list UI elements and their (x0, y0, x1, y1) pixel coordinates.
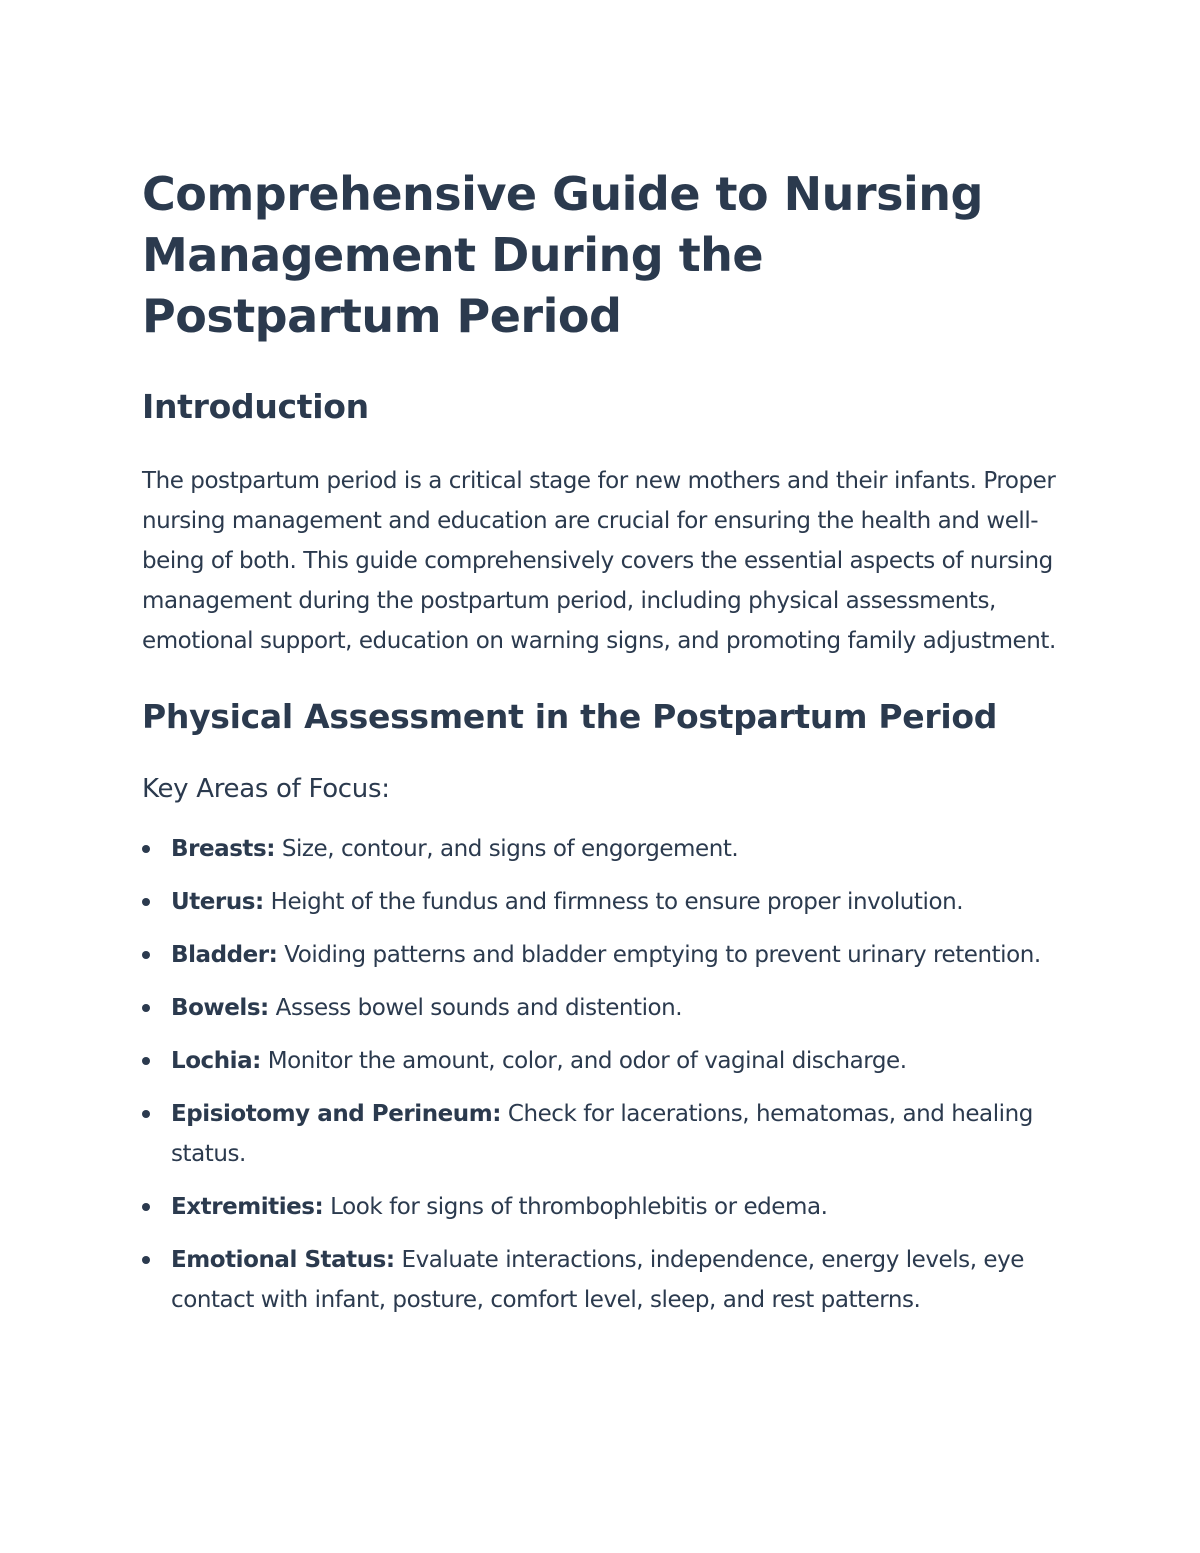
list-item (142, 1240, 1072, 1320)
item-description: Height of the fundus and firmness to ensure proper involution. (263, 889, 964, 915)
document-page (142, 164, 1072, 1333)
item-term: Extremities: (171, 1194, 324, 1220)
item-description: Evaluate interactions, independence, energy levels, eye contact with infant, posture, comfort level, sleep, and rest patterns. (171, 1247, 1024, 1313)
bullet-icon (142, 1004, 150, 1012)
bullet-icon (142, 1203, 150, 1211)
list-item (142, 1187, 1072, 1227)
list-item (142, 1094, 1072, 1174)
item-term: Episiotomy and Perineum: (171, 1101, 501, 1127)
bullet-icon (142, 951, 150, 959)
key-areas-subheading: Key Areas of Focus: (142, 774, 390, 804)
list-item (142, 882, 1072, 922)
list-item (142, 1041, 1072, 1081)
page-title: Comprehensive Guide to Nursing Management During the Postpartum Period (142, 167, 983, 343)
item-term: Breasts: (171, 836, 275, 862)
key-areas-list (142, 829, 1072, 1320)
item-description: Voiding patterns and bladder emptying to prevent urinary retention. (277, 942, 1041, 968)
bullet-icon (142, 1057, 150, 1065)
introduction-paragraph: The postpartum period is a critical stage for new mothers and their infants. Proper nursing management and education are crucial for ensuring the health and well-being of both. This guide comprehensively covers the essential aspects of nursing management during the postpartum period, including physical assessments, emotional support, education on warning signs, and promoting family adjustment. (142, 468, 1056, 654)
bullet-icon (142, 898, 150, 906)
item-description: Size, contour, and signs of engorgement. (274, 836, 739, 862)
item-term: Uterus: (171, 889, 264, 915)
list-item (142, 935, 1072, 975)
item-description: Check for lacerations, hematomas, and healing status. (171, 1101, 1033, 1167)
item-term: Emotional Status: (171, 1247, 395, 1273)
introduction-heading: Introduction (142, 387, 369, 426)
item-term: Bowels: (171, 995, 269, 1021)
bullet-icon (142, 1110, 150, 1118)
list-item (142, 829, 1072, 869)
bullet-icon (142, 845, 150, 853)
item-description: Assess bowel sounds and distention. (268, 995, 683, 1021)
item-description: Look for signs of thrombophlebitis or edema. (323, 1194, 828, 1220)
bullet-icon (142, 1256, 150, 1264)
item-term: Lochia: (171, 1048, 261, 1074)
list-item (142, 988, 1072, 1028)
item-description: Monitor the amount, color, and odor of vaginal discharge. (260, 1048, 907, 1074)
item-term: Bladder: (171, 942, 278, 968)
physical-assessment-heading: Physical Assessment in the Postpartum Period (142, 697, 998, 736)
